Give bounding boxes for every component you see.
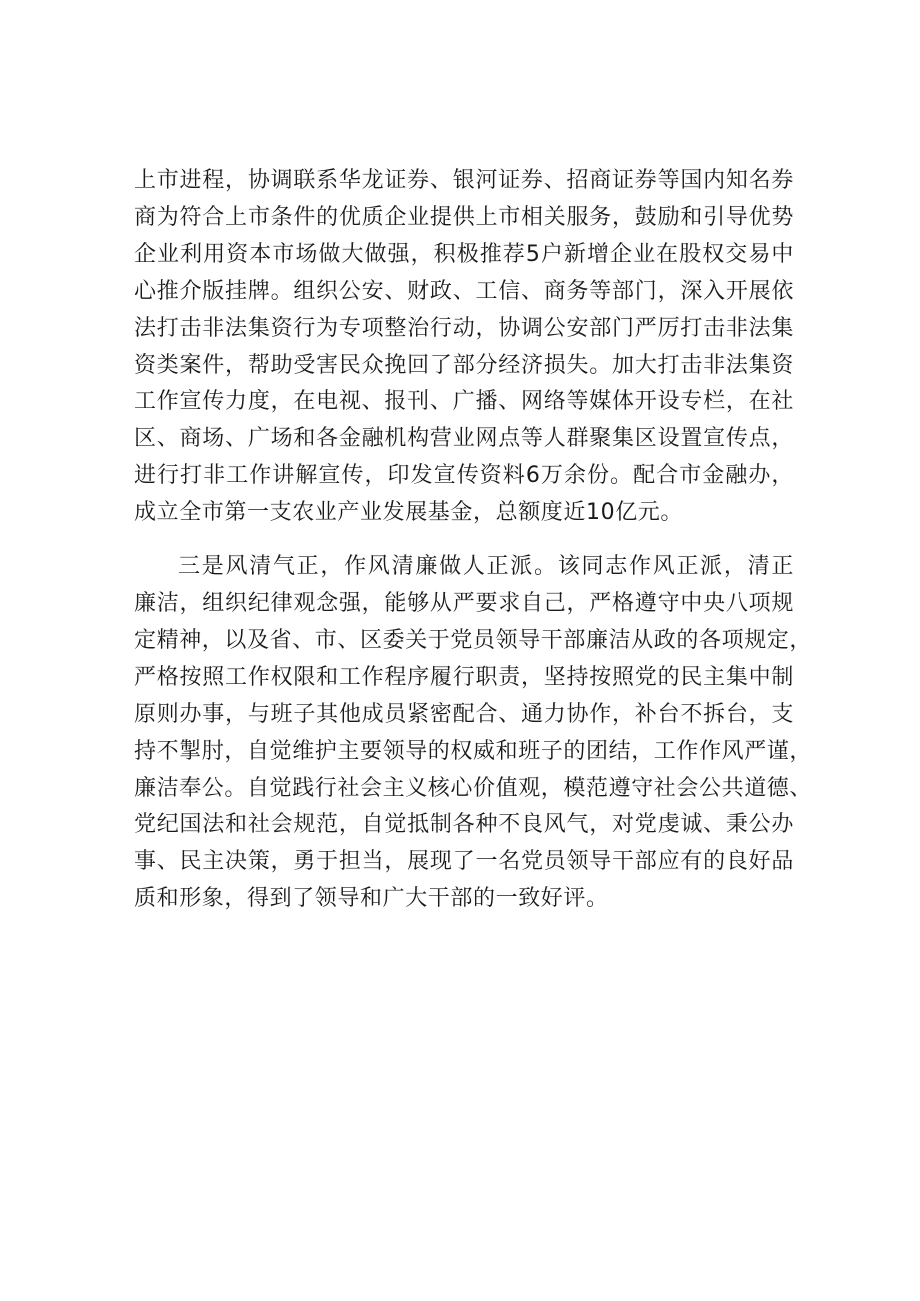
- text-line: 成立全市第一支农业产业发展基金，总额度近10亿元。: [134, 500, 683, 526]
- text-line: 三是风清气正，作风清廉做人正派。该同志作风正派，清正: [178, 554, 794, 580]
- text-line: 资类案件，帮助受害民众挽回了部分经济损失。加大打击非法集资: [134, 352, 794, 378]
- text-line: 严格按照工作权限和工作程序履行职责，坚持按照党的民主集中制: [134, 664, 794, 690]
- text-line: 上市进程，协调联系华龙证券、银河证券、招商证券等国内知名券: [134, 168, 794, 193]
- text-line: 原则办事，与班子其他成员紧密配合、通力协作，补台不拆台，支: [134, 701, 794, 727]
- paragraph-financial-services: [134, 163, 794, 532]
- text-line: 企业利用资本市场做大做强，积极推荐5户新增企业在股权交易中: [134, 241, 794, 267]
- text-line: 廉洁，组织纪律观念强，能够从严要求自己，严格遵守中央八项规: [134, 590, 794, 616]
- text-line: 事、民主决策，勇于担当，展现了一名党员领导干部应有的良好品: [134, 849, 794, 875]
- text-line: 心推介版挂牌。组织公安、财政、工信、商务等部门，深入开展依: [134, 278, 794, 304]
- text-line: 工作宣传力度，在电视、报刊、广播、网络等媒体开设专栏，在社: [134, 389, 794, 415]
- text-line: 廉洁奉公。自觉践行社会主义核心价值观，模范遵守社会公共道德、: [134, 775, 813, 801]
- paragraph-integrity: [134, 549, 813, 918]
- text-line: 商为符合上市条件的优质企业提供上市相关服务，鼓励和引导优势: [134, 204, 794, 230]
- text-line: 党纪国法和社会规范，自觉抵制各种不良风气，对党虔诚、秉公办: [134, 812, 794, 838]
- text-line: 区、商场、广场和各金融机构营业网点等人群聚集区设置宣传点，: [134, 426, 794, 452]
- text-line: 质和形象，得到了领导和广大干部的一致好评。: [134, 886, 609, 912]
- text-line: 持不掣肘，自觉维护主要领导的权威和班子的团结，工作作风严谨，: [134, 738, 813, 764]
- document-body: [134, 163, 813, 918]
- text-line: 定精神，以及省、市、区委关于党员领导干部廉洁从政的各项规定，: [134, 627, 813, 653]
- text-line: 进行打非工作讲解宣传，印发宣传资料6万余份。配合市金融办，: [134, 463, 794, 489]
- text-line: 法打击非法集资行为专项整治行动，协调公安部门严厉打击非法集: [134, 315, 794, 341]
